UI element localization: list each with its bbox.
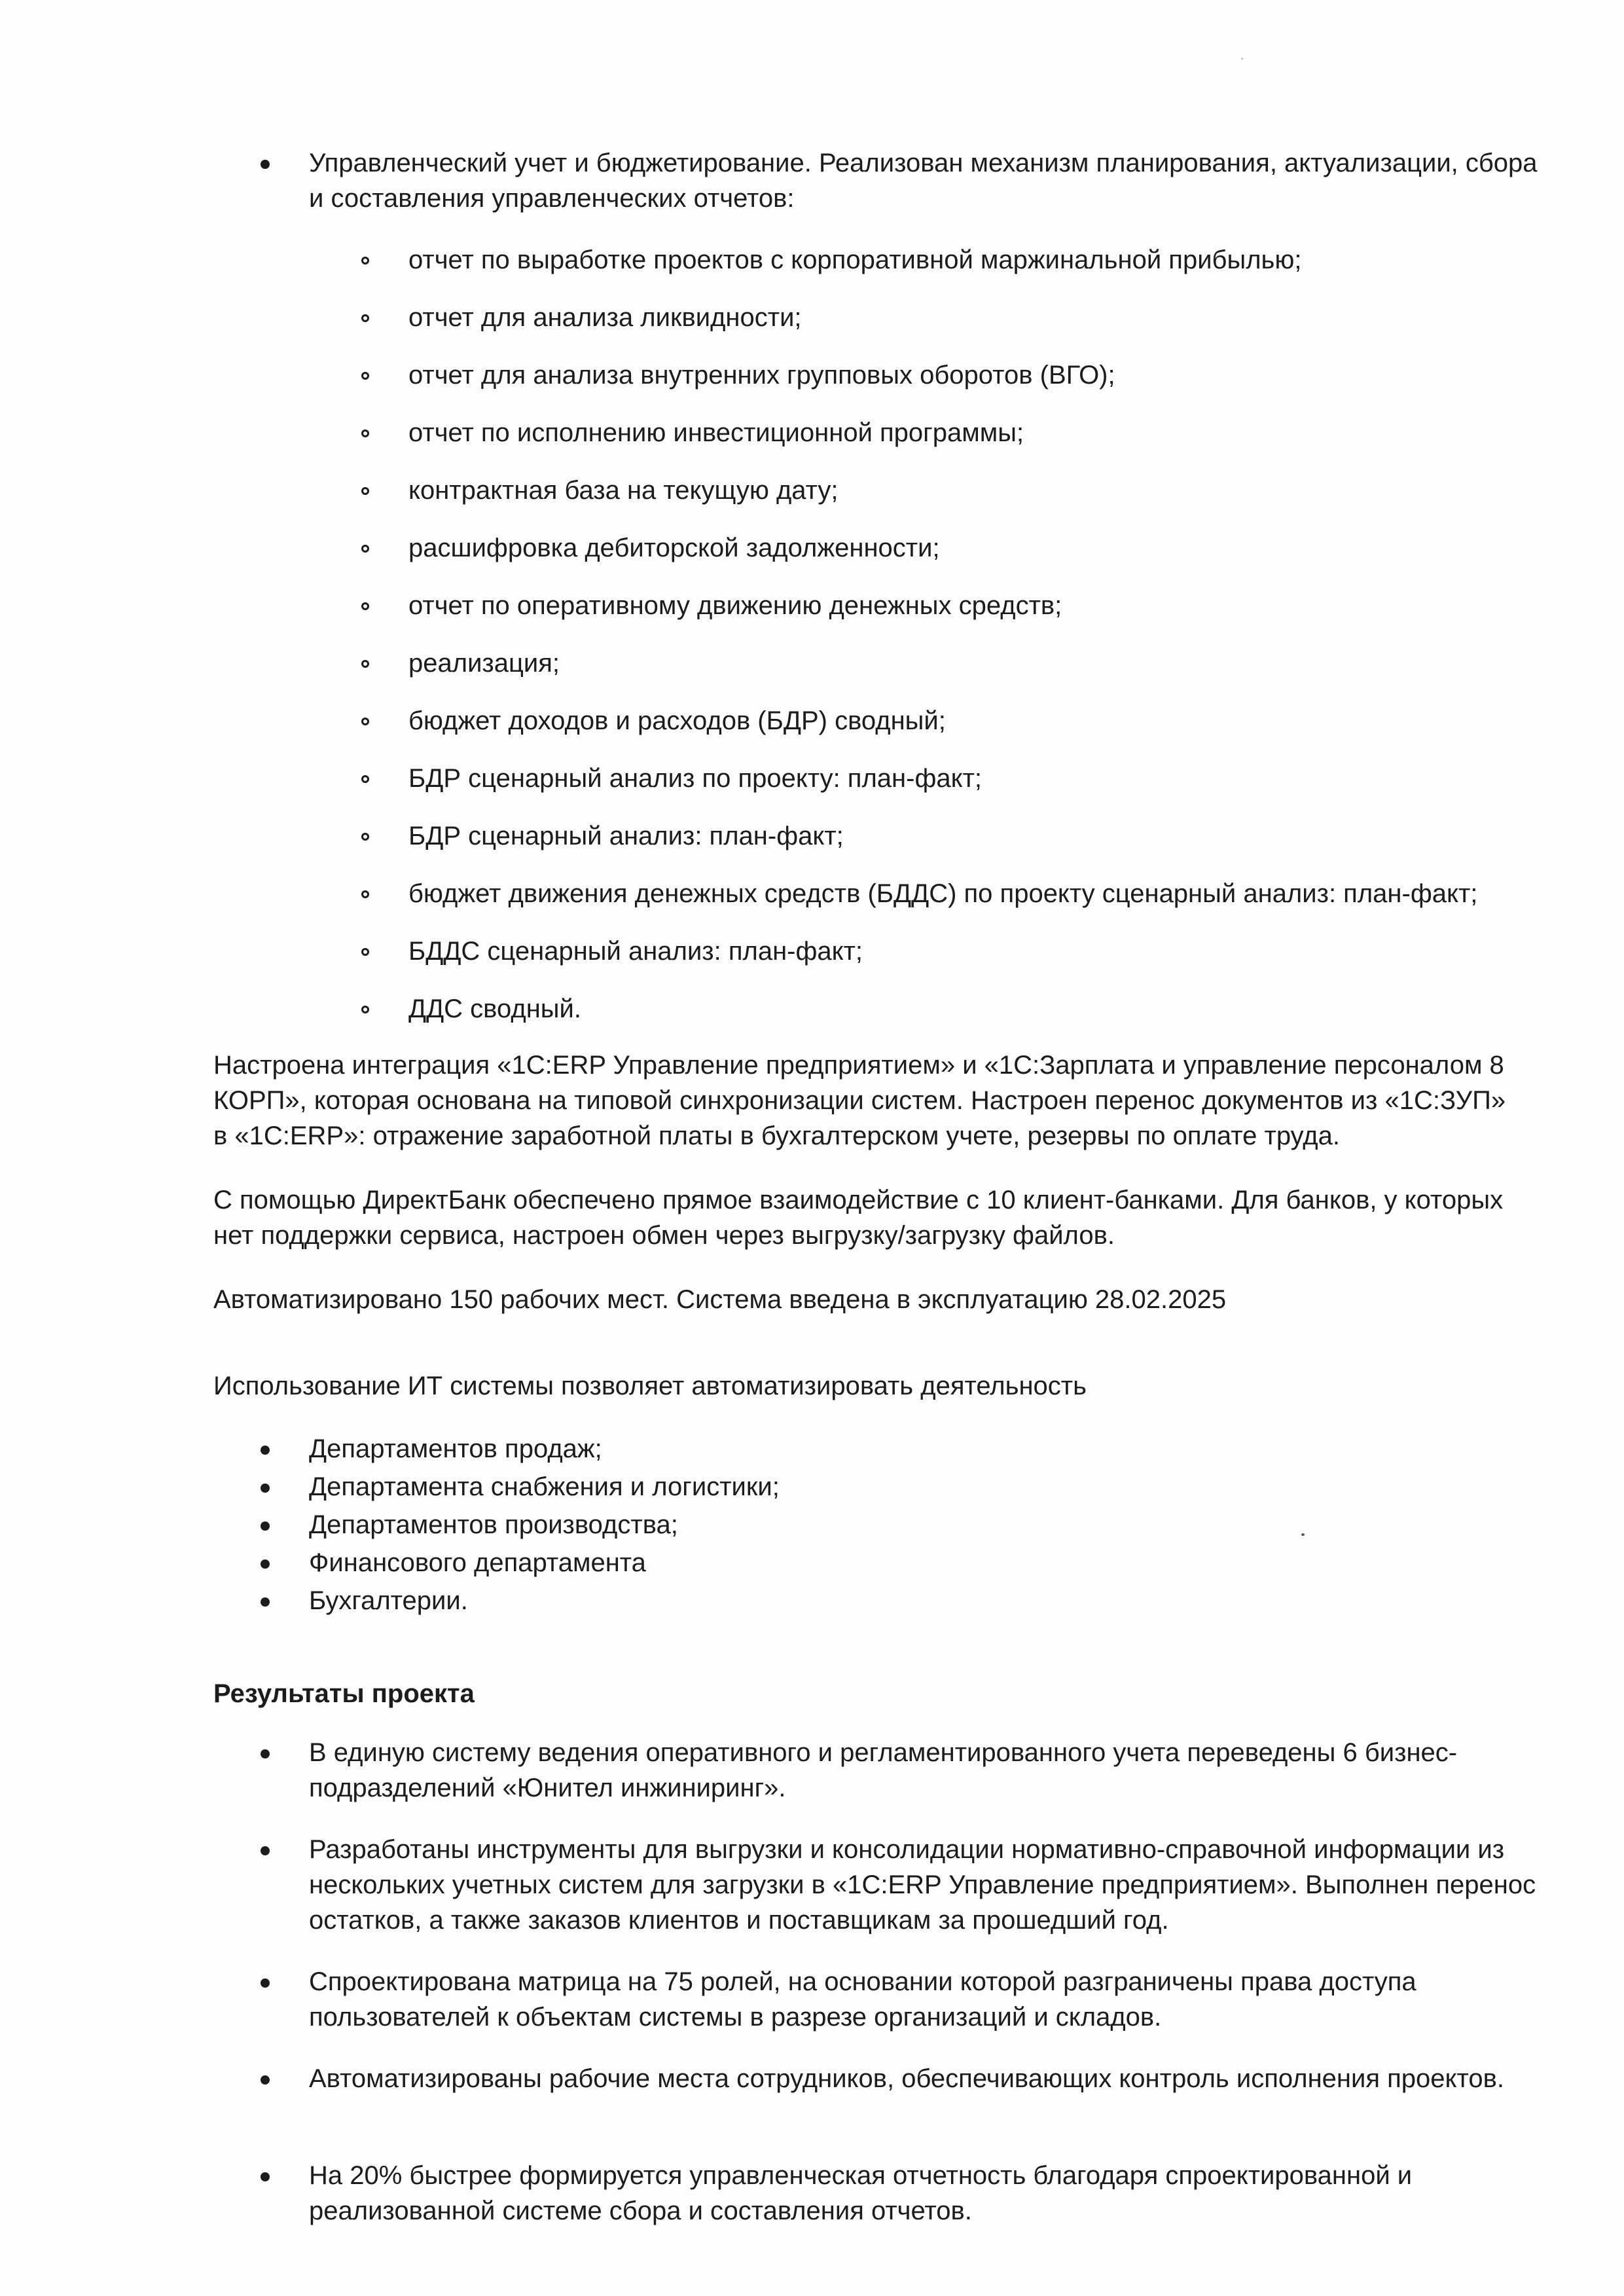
bullet-icon — [261, 1749, 270, 1758]
department-item-text: Департаментов продаж; — [309, 1434, 602, 1463]
circle-bullet-icon — [361, 257, 369, 264]
result-item-text: Автоматизированы рабочие места сотрудников, обеспечивающих контроль исполнения проектов. — [309, 2064, 1504, 2093]
bullet-icon — [261, 2075, 270, 2085]
report-item-text: отчет для анализа ликвидности; — [408, 303, 802, 332]
report-item-text: отчет по оперативному движению денежных средств; — [408, 591, 1062, 620]
circle-bullet-icon — [361, 429, 369, 437]
report-item-text: бюджет движения денежных средств (БДДС) по проекту сценарный анализ: план-факт; — [408, 879, 1478, 908]
circle-bullet-icon — [361, 890, 369, 898]
result-item-text: В единую систему ведения оперативного и регламентированного учета переведены 6 бизнес-подразделений «Юнител инжиниринг». — [309, 1738, 1458, 1802]
report-item-text: БДР сценарный анализ по проекту: план-факт; — [408, 764, 982, 793]
circle-bullet-icon — [361, 602, 369, 610]
circle-bullet-icon — [361, 314, 369, 322]
report-item-text: БДДС сценарный анализ: план-факт; — [408, 937, 863, 966]
circle-bullet-icon — [361, 372, 369, 380]
report-item-text: ДДС сводный. — [408, 994, 581, 1023]
bullet-icon — [261, 160, 270, 169]
circle-bullet-icon — [361, 487, 369, 495]
department-item-text: Финансового департамента — [309, 1548, 646, 1577]
result-item-text: На 20% быстрее формируется управленческая отчетность благодаря спроектированной и реализованной системе сбора и составления отчетов. — [309, 2161, 1413, 2225]
report-item-text: отчет для анализа внутренних групповых оборотов (ВГО); — [408, 361, 1115, 390]
automation-paragraph: Автоматизировано 150 рабочих мест. Система введена в эксплуатацию 28.02.2025 — [213, 1285, 1227, 1314]
directbank-paragraph: С помощью ДиректБанк обеспечено прямое взаимодействие с 10 клиент-банками. Для банков, у которых нет поддержки сервиса, настроен обмен через выгрузку/загрузку файлов. — [213, 1186, 1504, 1250]
results-heading: Результаты проекта — [213, 1679, 475, 1708]
result-item-text: Спроектирована матрица на 75 ролей, на основании которой разграничены права доступа пользователей к объектам системы в разрезе организаций и складов. — [309, 1967, 1416, 2032]
bullet-icon — [261, 1446, 270, 1455]
bullet-icon — [261, 1846, 270, 1855]
department-item-text: Департаментов производства; — [309, 1510, 678, 1539]
usage-intro: Использование ИТ системы позволяет автоматизировать деятельность — [213, 1372, 1087, 1400]
circle-bullet-icon — [361, 718, 369, 725]
department-item-text: Бухгалтерии. — [309, 1586, 468, 1615]
bullet-icon — [261, 1484, 270, 1493]
bullet-icon — [261, 1522, 270, 1531]
department-item-text: Департамента снабжения и логистики; — [309, 1472, 780, 1501]
report-item-text: реализация; — [408, 649, 560, 678]
scan-speck — [1301, 1533, 1305, 1536]
circle-bullet-icon — [361, 660, 369, 668]
report-item-text: контрактная база на текущую дату; — [408, 476, 839, 505]
circle-bullet-icon — [361, 948, 369, 956]
circle-bullet-icon — [361, 545, 369, 553]
report-item-text: бюджет доходов и расходов (БДР) сводный; — [408, 706, 946, 735]
bullet-icon — [261, 1978, 270, 1988]
result-item-text: Разработаны инструменты для выгрузки и консолидации нормативно-справочной информации из нескольких учетных систем для загрузки в «1С:ERP Управление предприятием». Выполнен перенос остатков, а также заказов клиентов и поставщикам за прошедший год. — [309, 1835, 1536, 1935]
report-item-text: отчет по выработке проектов с корпоративной маржинальной прибылью; — [408, 246, 1302, 274]
integration-paragraph: Настроена интеграция «1С:ERP Управление предприятием» и «1С:Зарплата и управление персоналом 8 КОРП», которая основана на типовой синхронизации систем. Настроен перенос документов из «1С:ЗУП» в «1С:ERP»: отражение заработной платы в бухгалтерском учете, резервы по оплате труда. — [213, 1051, 1506, 1150]
bullet-icon — [261, 1597, 270, 1607]
bullet-icon — [261, 2172, 270, 2181]
intro-bullet-text: Управленческий учет и бюджетирование. Реализован механизм планирования, актуализации, сбора и составления управленческих отчетов: — [309, 149, 1538, 213]
scan-speck — [1241, 58, 1243, 60]
circle-bullet-icon — [361, 1006, 369, 1013]
report-item-text: БДР сценарный анализ: план-факт; — [408, 822, 844, 850]
circle-bullet-icon — [361, 833, 369, 841]
report-item-text: расшифровка дебиторской задолженности; — [408, 534, 940, 562]
bullet-icon — [261, 1559, 270, 1569]
report-item-text: отчет по исполнению инвестиционной программы; — [408, 418, 1024, 447]
circle-bullet-icon — [361, 775, 369, 783]
